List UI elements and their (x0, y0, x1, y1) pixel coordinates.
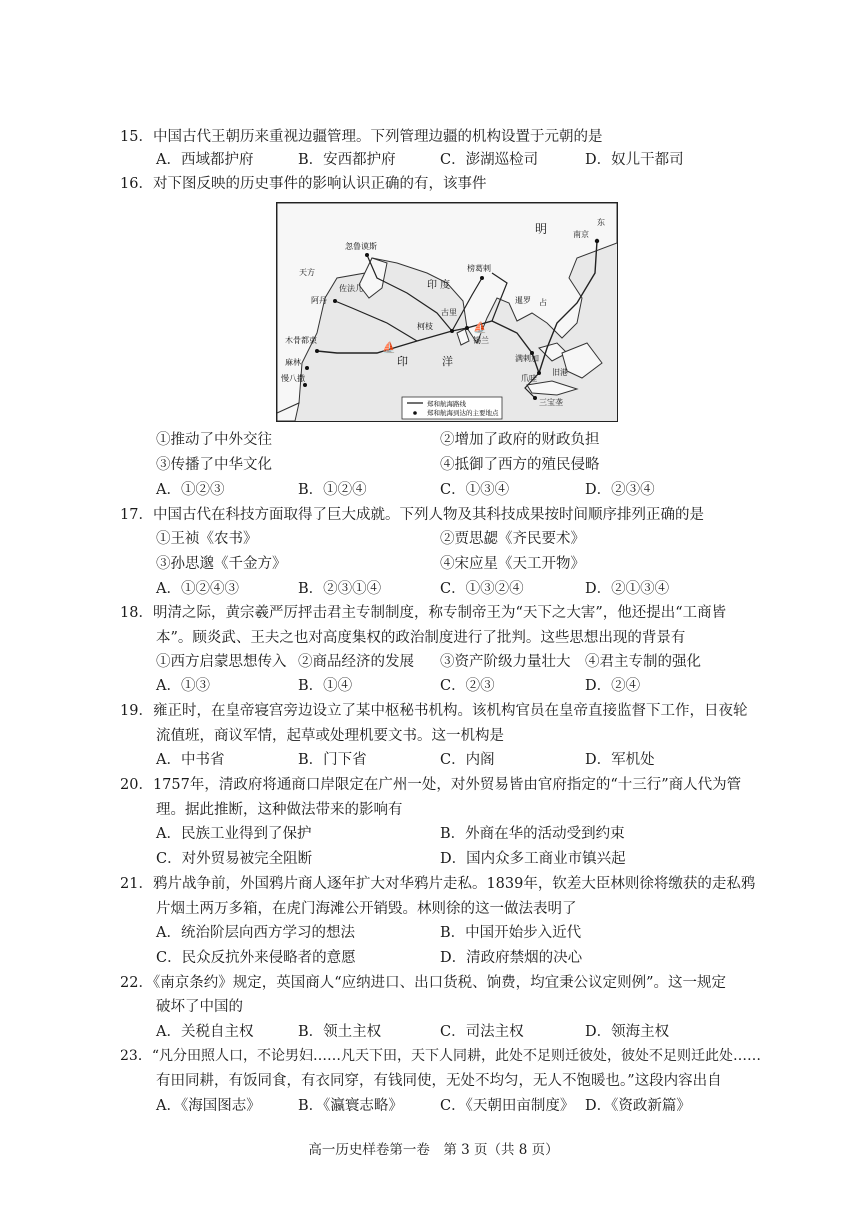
q18-option-b: B．①④ (298, 678, 353, 694)
q15-option-c: C．澎湖巡检司 (440, 152, 539, 168)
q20-option-a: A．民族工业得到了保护 (156, 826, 312, 842)
ship-icon: ⛵ (473, 321, 487, 334)
map-label-malin: 麻林 (285, 358, 301, 367)
q16-choice-2: ②增加了政府的财政负担 (440, 432, 600, 448)
map-label-manbasa: 慢八撒 (281, 374, 305, 383)
map-figure (277, 203, 617, 421)
q17-choice-2: ②贾思勰《齐民要术》 (440, 531, 585, 547)
map-label-aden: 阿丹 (311, 296, 327, 305)
q16-option-b: B．①②④ (298, 482, 367, 498)
q22-stem-line2: 破坏了中国的 (156, 999, 243, 1015)
map-label-nanjing: 南京 (573, 230, 589, 239)
map-label-zuofaer: 佐法儿 (339, 284, 363, 293)
q20-option-b: B．外商在华的活动受到约束 (440, 826, 625, 842)
q17-stem: 17．中国古代在科技方面取得了巨大成就。下列人物及其科技成果按时间顺序排列正确的是 (120, 507, 704, 523)
map-legend (402, 397, 502, 419)
map-label-champa: 占 (539, 298, 547, 307)
map-label-malacca: 满剌加 (515, 354, 539, 363)
map-label-kezhi: 柯枝 (417, 322, 433, 331)
q16-stem: 16．对下图反映的历史事件的影响认识正确的有，该事件 (120, 176, 487, 192)
q18-choice-1: ①西方启蒙思想传入 (156, 654, 287, 670)
q18-choice-2: ②商品经济的发展 (298, 654, 414, 670)
q23-stem-line2: 有田同耕，有饭同食，有衣同穿，有钱同使，无处不均匀，无人不饱暖也。”这段内容出自 (156, 1073, 722, 1089)
q17-choice-3: ③孙思邈《千金方》 (156, 556, 287, 572)
q17-choice-1: ①王祯《农书》 (156, 531, 258, 547)
q17-option-c: C．①③②④ (440, 581, 524, 597)
q20-option-d: D．国内众多工商业市镇兴起 (440, 851, 626, 867)
q15-option-d: D．奴儿干都司 (585, 152, 684, 168)
map-label-semarang: 三宝垄 (539, 398, 563, 407)
q17-option-b: B．②③①④ (298, 581, 382, 597)
map-label-ming: 明 (535, 222, 548, 236)
q22-stem-line1: 22．《南京条约》规定，英国商人“应纳进口、出口货税、饷费，均宜秉公议定则例”。这一规定 (120, 975, 727, 991)
q18-stem-line1: 18．明清之际，黄宗羲严厉抨击君主专制制度，称专制帝王为“天下之大害”，他还提出“工商皆 (120, 605, 727, 621)
q21-option-a: A．统治阶层向西方学习的想法 (156, 925, 355, 941)
map-label-indian: 印 (397, 355, 408, 368)
q21-option-b: B．中国开始步入近代 (440, 925, 582, 941)
q18-choice-3: ③资产阶级力量壮大 (440, 654, 571, 670)
q16-option-d: D．②③④ (585, 482, 655, 498)
q20-stem-line1: 20．1757年，清政府将通商口岸限定在广州一处，对外贸易皆由官府指定的“十三行”商人代为管 (120, 777, 742, 793)
q15-option-a: A．西域都护府 (156, 152, 254, 168)
map-label-tianfang: 天方 (299, 268, 315, 277)
q20-stem-line2: 理。据此推断，这种做法带来的影响有 (156, 802, 403, 818)
zheng-he-voyage-map (276, 202, 618, 422)
legend-locations: 郑和航海到达的主要地点 (427, 409, 499, 417)
q16-option-c: C．①③④ (440, 482, 510, 498)
map-label-ocean: 洋 (442, 355, 453, 368)
map-label-india: 印 度 (427, 280, 451, 291)
q21-option-d: D．清政府禁烟的决心 (440, 950, 583, 966)
map-label-siam: 暹罗 (515, 296, 531, 305)
q19-stem-line1: 19．雍正时，在皇帝寝宫旁边设立了某中枢秘书机构。该机构官员在皇帝直接监督下工作，日夜轮 (120, 703, 748, 719)
q16-option-a: A．①②③ (156, 482, 225, 498)
map-label-hormuz: 忽鲁谟斯 (345, 242, 377, 251)
q16-choice-3: ③传播了中华文化 (156, 457, 272, 473)
q23-option-b: B．《瀛寰志略》 (298, 1098, 403, 1114)
legend-route: 郑和航海路线 (427, 400, 466, 408)
q23-option-a: A．《海国图志》 (156, 1098, 261, 1114)
q21-stem-line2: 片烟土两万多箱，在虎门海滩公开销毁。林则徐的这一做法表明了 (156, 901, 577, 917)
q19-option-a: A．中书省 (156, 752, 225, 768)
q16-choice-4: ④抵御了西方的殖民侵略 (440, 457, 600, 473)
q22-option-c: C．司法主权 (440, 1024, 524, 1040)
q21-option-c: C．民众反抗外来侵略者的意愿 (156, 950, 356, 966)
q22-option-d: D．领海主权 (585, 1024, 670, 1040)
q18-choice-4: ④君主专制的强化 (585, 654, 701, 670)
q17-option-a: A．①②④③ (156, 581, 239, 597)
ship-icon: ⛵ (382, 341, 396, 354)
q23-option-c: C．《天朝田亩制度》 (440, 1098, 575, 1114)
map-label-jiugang: 旧港 (552, 368, 568, 377)
q17-choice-4: ④宋应星《天工开物》 (440, 556, 585, 572)
page-footer: 高一历史样卷第一卷 第 3 页（共 8 页） (308, 1142, 559, 1158)
q17-option-d: D．②①③④ (585, 581, 670, 597)
map-label-bangladesh: 榜葛剌 (467, 264, 491, 273)
q22-option-b: B．领土主权 (298, 1024, 382, 1040)
map-label-java: 爪哇 (521, 374, 537, 383)
map-label-mogadishu: 木骨都束 (285, 336, 317, 345)
map-label-east: 东 (597, 218, 605, 227)
q23-stem-line1: 23．“凡分田照人口，不论男妇……凡天下田，天下人同耕，此处不足则迁彼处，彼处不足则迁此处…… (120, 1048, 761, 1064)
q18-option-c: C．②③ (440, 678, 495, 694)
q16-choice-1: ①推动了中外交往 (156, 432, 272, 448)
q19-option-c: C．内阁 (440, 752, 495, 768)
q21-stem-line1: 21．鸦片战争前，外国鸦片商人逐年扩大对华鸦片走私。1839年，钦差大臣林则徐将缴获的走私鸦 (120, 876, 756, 892)
q22-option-a: A．关税自主权 (156, 1024, 254, 1040)
q18-stem-line2: 本”。顾炎武、王夫之也对高度集权的政治制度进行了批判。这些思想出现的背景有 (156, 630, 686, 646)
q19-option-d: D．军机处 (585, 752, 655, 768)
q18-option-d: D．②④ (585, 678, 641, 694)
map-label-ceylon: 锡兰 (473, 336, 489, 345)
q19-option-b: B．门下省 (298, 752, 367, 768)
q18-option-a: A．①③ (156, 678, 210, 694)
q20-option-c: C．对外贸易被完全阻断 (156, 851, 313, 867)
map-label-guli: 古里 (441, 308, 457, 317)
q15-option-b: B．安西都护府 (298, 152, 396, 168)
q19-stem-line2: 流值班，商议军情，起草或处理机要文书。这一机构是 (156, 728, 504, 744)
q15-stem: 15．中国古代王朝历来重视边疆管理。下列管理边疆的机构设置于元朝的是 (120, 129, 603, 145)
q23-option-d: D．《资政新篇》 (585, 1098, 691, 1114)
